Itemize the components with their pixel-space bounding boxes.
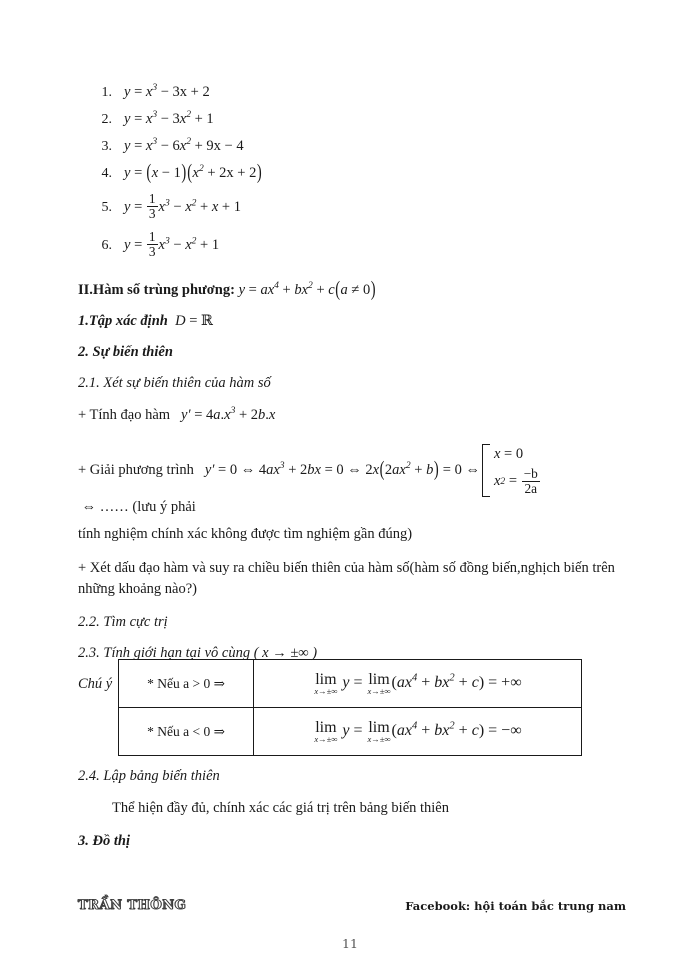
limit-expression: lim x→±∞ y = lim x→±∞ $(ax^4 + bx^2 + c)$ = −∞: [314, 718, 522, 744]
item-equation: $y = (x - 1)(x^2 + 2x + 2)$: [124, 161, 262, 185]
sign-line-2: những khoảng nào?): [78, 580, 197, 597]
lim-operator: lim x→±∞: [367, 718, 391, 744]
item-equation: $y = x^3 - 6x^2 + 9x - 4$: [124, 136, 244, 154]
expression-cell-positive: [254, 660, 582, 708]
page-content-lower: [78, 768, 626, 850]
list-item: [78, 161, 626, 187]
list-item: [78, 84, 626, 106]
solve-line-2: tính nghiệm chính xác không được tìm nghiệm gần đúng): [78, 525, 413, 542]
domain-formula: D = ℝ: [171, 313, 214, 329]
bracket-glyph: [482, 444, 490, 497]
lim-operator: lim x→±∞: [314, 670, 338, 696]
list-item: [78, 138, 626, 160]
solve-equation-line: [78, 444, 626, 518]
solve-formula: y′ = 0 ⇔ $4ax^3 + 2bx = 0$ ⇔ $2x(2ax^2 + b) = 0$ ⇔: [197, 457, 480, 482]
derivative-formula: $y' = 4a.x^3 + 2b.x$: [173, 405, 276, 423]
lim-operator: lim x→±∞: [367, 670, 391, 696]
sign-line-1: + Xét dấu đạo hàm và suy ra chiều biến thiên của hàm số(hàm số đồng biến,nghịch biến trên: [78, 559, 615, 576]
item-equation: y = $\frac{1}{3}$ $x^3 - x^2 + x + 1$: [124, 191, 241, 222]
subsection-2-3: 2.3. Tính giới hạn tại vô cùng ( x → ±∞ ): [78, 644, 318, 661]
derivative-text: + Tính đạo hàm: [78, 407, 171, 423]
exercise-list: [78, 84, 626, 262]
item-number: 3.: [101, 139, 112, 154]
case-first: x = 0: [493, 446, 524, 463]
note-label: Chú ý: [78, 675, 113, 692]
domain-line: [78, 313, 626, 330]
list-item: [78, 111, 626, 133]
case-second: x 2 = $\frac{-b}{2a}$: [493, 465, 538, 496]
list-item: [78, 230, 626, 262]
solve-text: + Giải phương trình: [78, 461, 194, 478]
table-row: [119, 708, 582, 756]
facebook-credit: Facebook: hội toán bắc trung nam: [405, 898, 626, 913]
section-title-formula: $y = ax^4 + bx^2 + c(a \ne 0)$: [238, 278, 376, 302]
case-bracket: [482, 444, 541, 497]
graph-heading: 3. Đồ thị: [78, 833, 130, 850]
item-number: 2.: [101, 112, 112, 127]
item-number: 1.: [101, 85, 112, 100]
section-title: [78, 278, 626, 302]
page-number: 11: [342, 936, 358, 951]
author-watermark: TRẦN THÔNG: [78, 898, 187, 913]
item-number: 4.: [101, 166, 112, 181]
expression-cell-negative: [254, 708, 582, 756]
domain-label: 1.Tập xác định: [78, 313, 168, 329]
page-footer: [78, 898, 626, 913]
item-equation: $y = x^3 - 3x + 2$: [124, 82, 210, 100]
limit-expression: lim x→±∞ y = lim x→±∞ $(ax^4 + bx^2 + c)$ = +∞: [314, 670, 522, 696]
derivative-line: [78, 405, 626, 426]
table-row: [119, 660, 582, 708]
subsection-2-1: 2.1. Xét sự biến thiên của hàm số: [78, 375, 271, 391]
solve-tail: ⇔ …… (lưu ý phải: [78, 498, 196, 515]
subsection-2-4: 2.4. Lập bảng biến thiên: [78, 768, 220, 784]
subsection-2-4-body: Thể hiện đầy đủ, chính xác các giá trị trên bảng biến thiên: [112, 800, 449, 816]
item-equation: $y = x^3 - 3x^2 + 1$: [124, 109, 214, 127]
list-item: [78, 192, 626, 224]
sign-analysis: [78, 558, 626, 600]
lim-operator: lim x→±∞: [314, 718, 338, 744]
subsection-2-2: 2.2. Tìm cực trị: [78, 613, 168, 630]
item-equation: y = $\frac{1}{3}$ $x^3 - x^2 + 1$: [124, 229, 220, 260]
condition-cell-negative: * Nếu a < 0 ⇒: [119, 708, 254, 756]
condition-cell-positive: * Nếu a > 0 ⇒: [119, 660, 254, 708]
item-number: 6.: [101, 238, 112, 254]
item-number: 5.: [101, 200, 112, 216]
page-content: [78, 82, 626, 696]
section-title-label: II.Hàm số trùng phương:: [78, 282, 235, 298]
limits-table: [118, 659, 582, 756]
variation-heading: 2. Sự biến thiên: [78, 344, 173, 360]
